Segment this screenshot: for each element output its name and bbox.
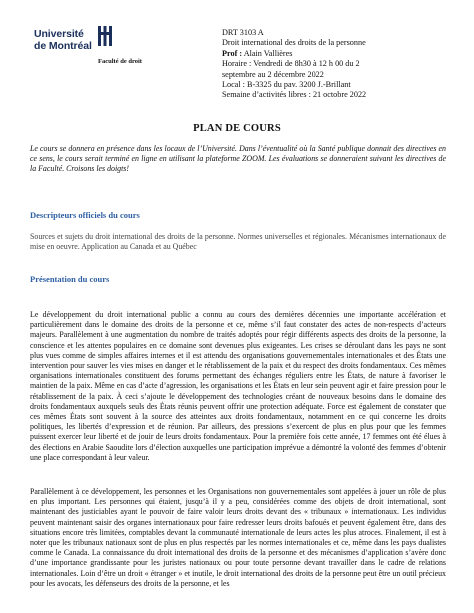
professor-label: Prof :: [222, 48, 243, 58]
intro-paragraph: Le cours se donnera en présence dans les locaux de l’Université. Dans l’éventualité où la Santé publique donnait des directives en ce sens, le cours serait terminé en ligne en utilisant la plateforme ZOOM. Les évaluations se donneraient suivant les directives de la Faculté. Croisons les doigts!: [30, 144, 446, 174]
descriptors-text: Sources et sujets du droit international des droits de la personne. Normes universelles et régionales. Mécanismes internationaux de mise en oeuvre. Application au Canada et au Québec: [30, 232, 446, 252]
course-info: [222, 28, 452, 101]
logo-line-2: de Montréal: [34, 40, 92, 52]
course-schedule-1: Horaire : Vendredi de 8h30 à 12 h 00 du 2: [222, 59, 360, 69]
faculty-name: Faculté de droit: [98, 58, 142, 65]
course-professor: [222, 49, 452, 59]
course-location: Local : B-3325 du pav. 3200 J.-Brillant: [222, 80, 351, 90]
course-name: Droit international des droits de la personne: [222, 38, 366, 48]
professor-name: Alain Vallières: [242, 48, 293, 58]
logo-line-1: Université: [34, 28, 84, 40]
section-heading-presentation: Présentation du cours: [30, 274, 110, 284]
presentation-paragraph-2: Parallèlement à ce développement, les personnes et les Organisations non gouvernementales sont appelées à jouer un rôle de plus en plus important. Les personnes qui étaient, jusqu’à il y a peu, considérées comme des objets de droit international, sont maintenant des justiciables ayant le pouvoir de faire valoir leurs droits devant des « tribunaux » internationaux. Les individus peuvent maintenant saisir des organes internationaux pour faire redresser leurs droits bafoués et peuvent également être, dans des situations encore très limitées, comptables devant la communauté internationale de leurs actes les plus atroces. Finalement, il est à noter que les tribunaux nationaux sont de plus en plus respectés par les normes internationales et ce, même dans les pays dualistes comme le Canada. La connaissance du droit international des droits de la personne et des mécanismes d’application s’avère donc d’une importance grandissante pour les juristes nationaux ou pour toute personne devant travailler dans le cadre de relations internationales. Loin d’être un droit « étranger » et inutile, le droit international des droits de la personne peut être un outil précieux pour les avocats, les défenseurs des droits de la personne, et les: [30, 487, 446, 588]
course-schedule-2: septembre au 2 décembre 2022: [222, 69, 324, 79]
course-free-week: Semaine d’activités libres : 21 octobre 2022: [222, 90, 367, 100]
university-logo: [34, 24, 184, 64]
section-heading-descriptors: Descripteurs officiels du cours: [30, 210, 140, 220]
document-title: PLAN DE COURS: [193, 123, 281, 134]
presentation-paragraph-1: Le développement du droit international public a connu au cours des dernières décennies une importante accélération et particulièrement dans le domaine des droits de la personne et ce, même s’il faut constater des actes de non-respects d’acteurs majeurs. Parallèlement à une augmentation du nombre de traités adoptés pour régir différents aspects des droits de la personne, la conscience et les attentes populaires en ce domaine sont devenues plus exigeantes. Les crises se déroulant dans les pays ne sont plus vues comme de simples affaires internes et il est attendu des organisations gouvernementales internationales et des États une intervention pour sauver les vies mises en danger et le rétablissement de la paix et du respect des droits fondamentaux. Ces mêmes organisations internationales constituent des forums permettant des échanges réguliers entre les États, de nature à favoriser le maintien de la paix. Même en cas d’acte d’agression, les organisations et les États en leur sein peuvent agir et faire pression pour le rétablissement de la paix. À ceci s’ajoute le développement des technologies créant de nouveaux besoins dans le domaine des droits fondamentaux auxquels seuls des États réunis peuvent offrir une protection adéquate. Force est également de constater que ces mêmes États sont souvent à la source des atteintes aux droits fondamentaux, notamment en ce qui concerne les droits politiques, les libertés d’expression et de réunion. Par ailleurs, des pressions s’exercent de plus en plus pour que les femmes puissent exercer leur liberté et de jouir de leurs droits fondamentaux. Pour la première fois cette année, 17 femmes ont été élues à des élections en Arabie Saoudite lors d’élection auxquelles une participation imprévue a démontré la volonté des femmes d’obtenir une place correspondant à leur valeur.: [30, 310, 446, 462]
course-code: DRT 3103 A: [222, 28, 264, 37]
university-crest-icon: [96, 24, 114, 48]
